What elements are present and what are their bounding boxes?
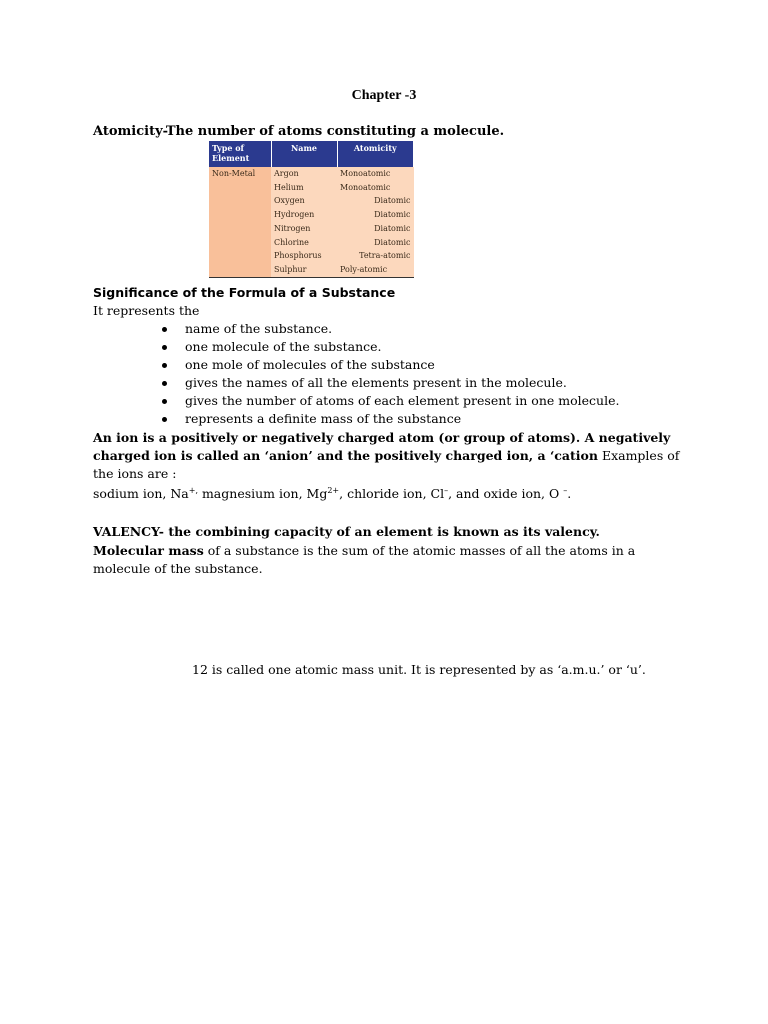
atomicity-cell: Tetra-atomic bbox=[337, 249, 414, 263]
atomicity-cell: Diatomic bbox=[337, 236, 414, 250]
table-row bbox=[209, 194, 414, 208]
name-cell: Nitrogen bbox=[271, 222, 337, 236]
name-cell: Sulphur bbox=[271, 263, 337, 277]
list-item: one mole of molecules of the substance bbox=[160, 356, 619, 374]
table-row bbox=[209, 181, 414, 195]
list-item: represents a definite mass of the substance bbox=[160, 410, 619, 428]
list-item: name of the substance. bbox=[160, 320, 619, 338]
ion-definition bbox=[93, 429, 693, 483]
bullet-icon bbox=[162, 381, 167, 386]
name-cell: Hydrogen bbox=[271, 208, 337, 222]
ion-definition-bold: An ion is a positively or negatively charged atom (or group of atoms). A negatively charged ion is called an ‘anion’ and the positively charged ion, a ‘cation bbox=[93, 430, 671, 463]
bullet-icon bbox=[162, 417, 167, 422]
name-cell: Helium bbox=[271, 181, 337, 195]
atomicity-cell: Diatomic bbox=[337, 222, 414, 236]
molecular-mass-term: Molecular mass bbox=[93, 543, 204, 558]
type-cell: Non-Metal bbox=[209, 167, 271, 181]
list-item: gives the names of all the elements present in the molecule. bbox=[160, 374, 619, 392]
atomicity-cell: Monoatomic bbox=[337, 181, 414, 195]
atomicity-table bbox=[209, 141, 414, 283]
bullet-icon bbox=[162, 327, 167, 332]
table-row bbox=[209, 208, 414, 222]
header-atomicity: Atomicity bbox=[337, 141, 414, 167]
table-row bbox=[209, 263, 414, 277]
atomicity-cell: Poly-atomic bbox=[337, 263, 414, 277]
name-cell: Chlorine bbox=[271, 236, 337, 250]
table-row bbox=[209, 167, 414, 181]
list-item: gives the number of atoms of each element present in one molecule. bbox=[160, 392, 619, 410]
list-item: one molecule of the substance. bbox=[160, 338, 619, 356]
table-row bbox=[209, 249, 414, 263]
bullet-icon bbox=[162, 399, 167, 404]
chapter-title: Chapter -3 bbox=[351, 88, 417, 103]
name-cell: Phosphorus bbox=[271, 249, 337, 263]
name-cell: Argon bbox=[271, 167, 337, 181]
atomicity-cell: Diatomic bbox=[337, 194, 414, 208]
molecular-mass-definition: Molecular mass of a substance is the sum of the atomic masses of all the atoms in a molecule of the substance. bbox=[93, 543, 636, 576]
significance-list bbox=[160, 320, 619, 428]
valency-definition: VALENCY- the combining capacity of an element is known as its valency. bbox=[93, 524, 600, 539]
header-type: Type of Element bbox=[209, 141, 271, 167]
bullet-icon bbox=[162, 345, 167, 350]
significance-intro: It represents the bbox=[93, 303, 200, 318]
ion-definition-rest: Examples of the ions are : bbox=[93, 448, 680, 481]
ion-examples: sodium ion, Na+, magnesium ion, $Mg^{2+}$, chloride ion, Cl–, and oxide ion, O –. bbox=[93, 486, 572, 501]
atomicity-cell: Monoatomic bbox=[337, 167, 414, 181]
header-name: Name bbox=[271, 141, 337, 167]
significance-heading: Significance of the Formula of a Substance bbox=[93, 285, 396, 300]
table-row bbox=[209, 222, 414, 236]
table-row bbox=[209, 236, 414, 250]
bullet-icon bbox=[162, 363, 167, 368]
atomicity-cell: Diatomic bbox=[337, 208, 414, 222]
name-cell: Oxygen bbox=[271, 194, 337, 208]
amu-definition: 12 is called one atomic mass unit. It is represented by as ‘a.m.u.’ or ‘u’. bbox=[192, 662, 646, 677]
atomicity-heading: Atomicity-The number of atoms constituting a molecule. bbox=[93, 124, 505, 139]
